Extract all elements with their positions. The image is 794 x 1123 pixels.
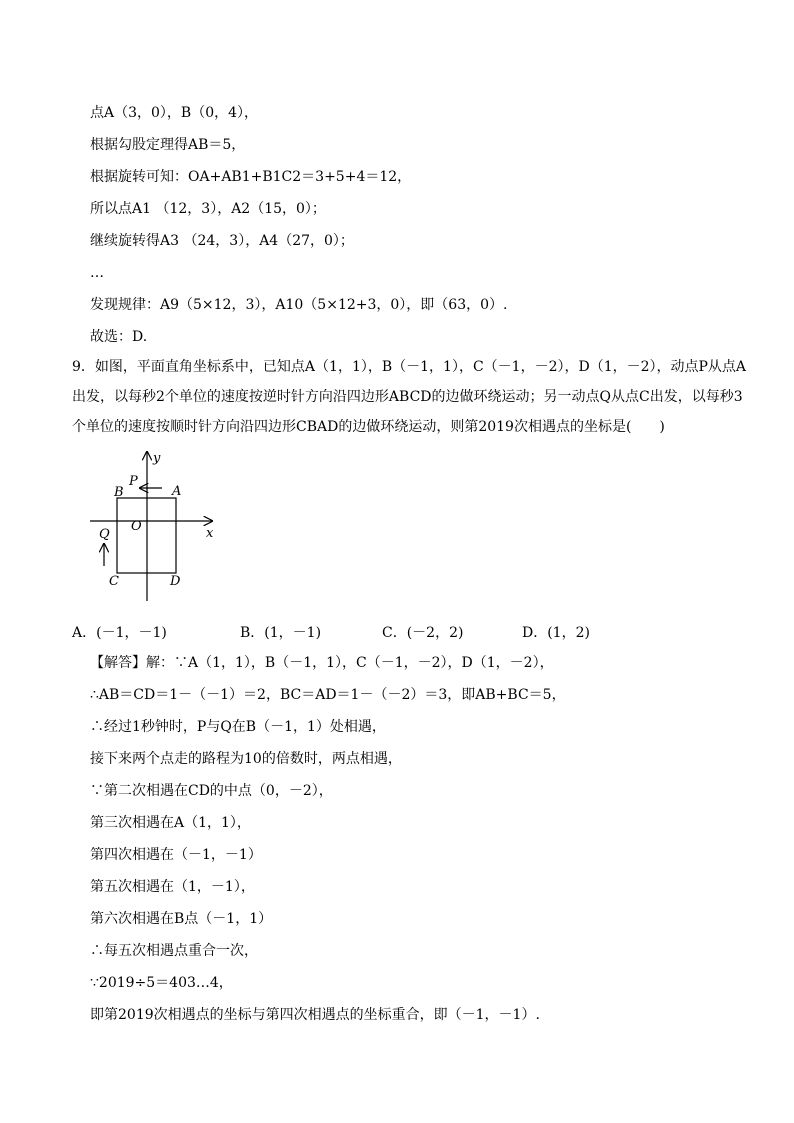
option-a: A．(－1，－1) <box>72 625 167 641</box>
answer-line-5: ∵第二次相遇在CD的中点（0，－2）， <box>90 783 333 799</box>
prev-solution-line-5: 继续旋转得A3 （24，3），A4（27，0）； <box>90 233 354 249</box>
prev-solution-line-4: 所以点A1 （12，3），A2（15，0）； <box>90 201 326 217</box>
coordinate-figure <box>84 446 234 606</box>
prev-solution-line-2: 根据勾股定理得AB＝5， <box>90 137 246 153</box>
prev-solution-line-7: 发现规律：A9（5×12，3），A10（5×12+3，0），即（63，0）. <box>90 297 508 313</box>
prev-solution-line-3: 根据旋转可知：OA+AB1+B1C2＝3+5+4＝12， <box>90 169 412 185</box>
answer-line-7: 第四次相遇在（－1，－1） <box>90 847 262 863</box>
answer-line-10: ∴每五次相遇点重合一次， <box>90 943 258 959</box>
x-axis-label: x <box>206 526 214 541</box>
question-text: 如图，平面直角坐标系中，已知点A（1，1），B（－1，1），C（－1，－2），D（1，－2），动点P从点A出发，以每秒2个单位的速度按逆时针方向沿四边形ABCD的边做环绕运动；另一动点Q从点C出发，以每秒3个单位的速度按顺时针方向沿四边形CBAD的边做环绕运动，则第2019次相遇点的坐标是( ) <box>72 359 747 435</box>
answer-line-6: 第三次相遇在A（1，1）， <box>90 815 251 831</box>
question-9 <box>72 352 754 442</box>
prev-solution-line-6: … <box>90 265 104 281</box>
question-number: 9． <box>72 359 95 375</box>
option-d: D．(1，2) <box>522 625 590 641</box>
answer-line-3: ∴经过1秒钟时，P与Q在B（－1，1）处相遇， <box>90 719 386 735</box>
point-a-label: A <box>172 484 182 499</box>
point-b-label: B <box>114 485 124 500</box>
option-b: B．(1，－1) <box>240 625 322 641</box>
answer-line-8: 第五次相遇在（1，－1）， <box>90 879 255 895</box>
origin-label: O <box>131 519 142 534</box>
point-c-label: C <box>109 574 119 589</box>
answer-line-2: ∴AB＝CD＝1－（－1）＝2，BC＝AD＝1－（－2）＝3，即AB+BC＝5， <box>90 687 566 703</box>
answer-line-11: ∵2019÷5＝403…4， <box>90 975 233 991</box>
answer-line-9: 第六次相遇在B点（－1，1） <box>90 911 273 927</box>
point-q-label: Q <box>99 527 110 542</box>
answer-line-1: 【解答】解：∵A（1，1），B（－1，1），C（－1，－2），D（1，－2）， <box>90 655 554 671</box>
answer-line-12: 即第2019次相遇点的坐标与第四次相遇点的坐标重合，即（－1，－1）. <box>90 1007 540 1023</box>
option-c: C．(－2，2) <box>382 625 464 641</box>
y-axis-label: y <box>153 451 161 466</box>
prev-solution-line-1: 点A（3，0），B（0，4）， <box>90 105 259 121</box>
point-d-label: D <box>170 574 181 589</box>
point-p-label: P <box>129 474 138 489</box>
prev-solution-line-8: 故选：D. <box>90 329 148 345</box>
answer-line-4: 接下来两个点走的路程为10的倍数时，两点相遇， <box>90 751 402 767</box>
